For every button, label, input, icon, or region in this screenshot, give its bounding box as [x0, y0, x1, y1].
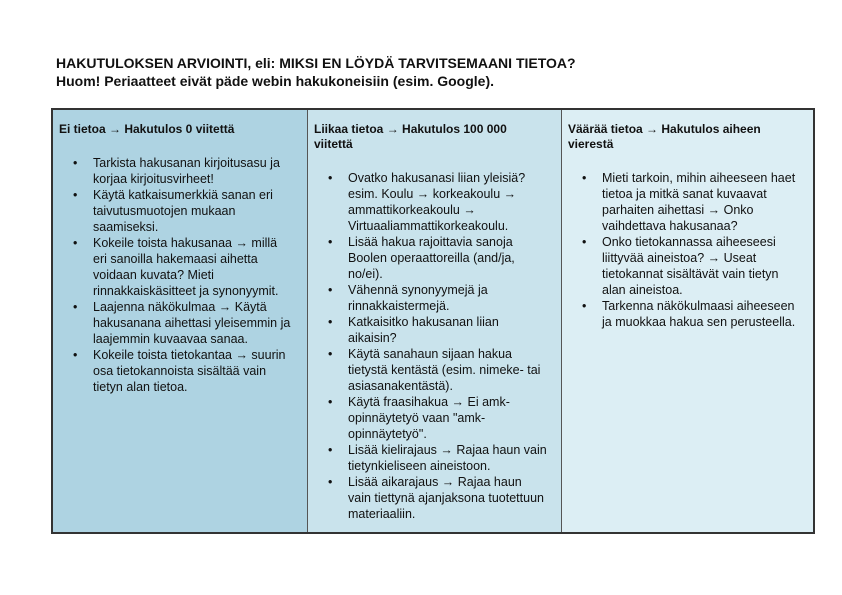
list-item: • Mieti tarkoin, mihin aiheeseen haet tietoa ja mitkä sanat kuvaavat parhaiten aihettasi → Onko vaihdettava hakusanaa? [568, 170, 807, 234]
column-title: Väärää tietoa → Hakutulos aiheen vierestä [568, 122, 761, 151]
list-item: • Kokeile toista tietokantaa → suurin osa tietokannoista sisältää vain tietyn alan tietoa. [59, 347, 301, 395]
list-item: • Lisää aikarajaus → Rajaa haun vain tiettynä ajanjaksona tuotettuun materiaaliin. [314, 474, 555, 522]
list-item: • Tarkenna näkökulmaasi aiheeseen ja muokkaa hakua sen perusteella. [568, 298, 807, 330]
list-item: • Kokeile toista hakusanaa → millä eri sanoilla hakemaasi aihetta voidaan kuvata? Mieti rinnakkaiskäsitteet ja synonyymit. [59, 235, 301, 299]
column-title: Liikaa tietoa → Hakutulos 100 000 viitettä [314, 122, 507, 151]
list-item: • Laajenna näkökulmaa → Käytä hakusanana aihettasi yleisemmin ja laajemmin kuvaavaa sanaa. [59, 299, 301, 347]
list-item: • Onko tietokannassa aiheeseesi liittyvää aineistoa? → Useat tietokannat sisältävät vain tietyn alan aineistoa. [568, 234, 807, 298]
list-item: • Käytä sanahaun sijaan hakua tietystä kentästä (esim. nimeke- tai asiasanakentästä). [314, 346, 555, 394]
column-title: Ei tietoa → Hakutulos 0 viitettä [59, 122, 235, 136]
column-too-many-results [308, 110, 562, 532]
list-item: • Tarkista hakusanan kirjoitusasu ja korjaa kirjoitusvirheet! [59, 155, 301, 187]
bullet-list [568, 170, 807, 330]
list-item: • Käytä katkaisumerkkiä sanan eri taivutusmuotojen mukaan saamiseksi. [59, 187, 301, 235]
column-no-results [53, 110, 308, 532]
list-item: • Lisää kielirajaus → Rajaa haun vain tietynkieliseen aineistoon. [314, 442, 555, 474]
list-item: • Katkaisitko hakusanan liian aikaisin? [314, 314, 555, 346]
bullet-list [314, 170, 555, 522]
list-item: • Lisää hakua rajoittavia sanoja Boolen operaattoreilla (and/ja, no/ei). [314, 234, 555, 282]
list-item: • Ovatko hakusanasi liian yleisiä? esim. Koulu → korkeakoulu → ammattikorkeakoulu → Virtuaaliammattikorkeakoulu. [314, 170, 555, 234]
bullet-list [59, 155, 301, 395]
document-subtitle: Huom! Periaatteet eivät päde webin hakukoneisiin (esim. Google). [56, 73, 494, 89]
advice-table [51, 108, 815, 534]
list-item: • Käytä fraasihakua → Ei amk-opinnäytetyö vaan "amk-opinnäytetyö". [314, 394, 555, 442]
column-wrong-results [562, 110, 813, 532]
document-header [56, 54, 816, 90]
list-item: • Vähennä synonyymejä ja rinnakkaistermejä. [314, 282, 555, 314]
document-title: HAKUTULOKSEN ARVIOINTI, eli: MIKSI EN LÖYDÄ TARVITSEMAANI TIETOA? [56, 55, 576, 71]
